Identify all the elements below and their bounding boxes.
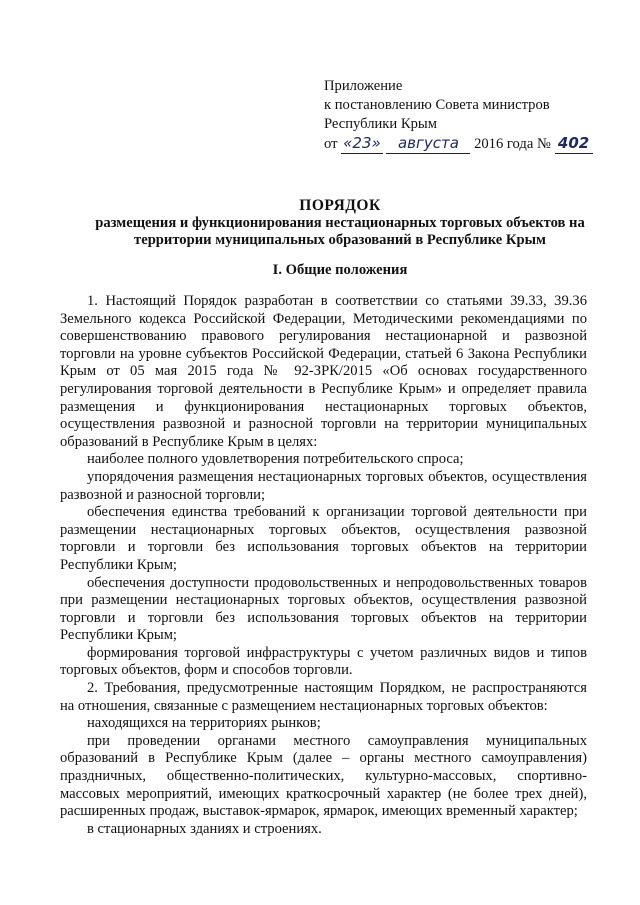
paragraph: в стационарных зданиях и строениях. — [87, 820, 322, 837]
appendix-header — [324, 77, 624, 153]
appendix-date-line — [324, 134, 624, 153]
paragraph: 2. Требования, предусмотренные настоящим Порядком, не распространяются на отношения, связанные с размещением нестационарных торговых объектов: — [60, 680, 587, 714]
paragraph: обеспечения единства требований к организации торговой деятельности при размещении нестационарных торговых объектов, осуществления развозной торговли и торговли без использования торговых объектов на территории Республики Крым; — [60, 504, 587, 573]
year-text: 2016 года № — [474, 136, 551, 152]
section-heading: I. Общие положения — [272, 262, 408, 278]
handwritten-number: 402 — [555, 134, 593, 154]
paragraph: обеспечения доступности продовольственных и непродовольственных товаров при размещении нестационарных торговых объектов, осуществления развозной торговли и торговли без использования торговых объектов на территории Республики Крым; — [60, 574, 587, 644]
paragraph: находящихся на территориях рынков; — [87, 715, 321, 732]
handwritten-month: августа — [386, 134, 470, 154]
title-subtitle: размещения и функционирования нестационарных торговых объектов на территории муниципальных образований в Республике Крым — [95, 215, 585, 248]
appendix-line-3: Республики Крым — [324, 116, 437, 132]
appendix-line-1: Приложение — [324, 78, 403, 94]
document-body — [60, 293, 587, 838]
paragraph: формирования торговой инфраструктуры с учетом различных видов и типов торговых объектов, форм и способов торговли. — [60, 644, 587, 679]
paragraph: при проведении органами местного самоуправления муниципальных образований в Республике Крым (далее – органы местного самоуправления) праздничных, общественно-политических, культурно-массовых, спортивно-массовых мероприятий, имеющих краткосрочный характер (не более трех дней), расширенных продаж, выставок-ярмарок, ярмарок, имеющих временный характер; — [60, 732, 587, 820]
handwritten-day: «23» — [343, 134, 381, 152]
paragraph: 1. Настоящий Порядок разработан в соответствии со статьями 39.33, 39.36 Земельного кодекса Российской Федерации, Методическими рекомендациями по совершенствованию правового регулирования нестационарной и развозной торговли на уровне субъектов Российской Федерации, статьей 6 Закона Республики Крым от 05 мая 2015 года № 92-ЗРК/2015 «Об основах государственного регулирования торговой деятельности в Республике Крым» и определяет правила размещения и функционирования нестационарных торговых объектов, осуществления развозной и разносной торговли на территории муниципальных образований в Республике Крым в целях: — [60, 293, 587, 450]
appendix-line-2: к постановлению Совета министров — [324, 97, 550, 113]
paragraph: наиболее полного удовлетворения потребительского спроса; — [87, 451, 464, 468]
document-title — [60, 196, 620, 249]
paragraph: упорядочения размещения нестационарных торговых объектов, осуществления развозной и разносной торговли; — [60, 468, 587, 503]
title-main: ПОРЯДОК — [299, 197, 381, 214]
date-prefix: от — [324, 136, 338, 152]
